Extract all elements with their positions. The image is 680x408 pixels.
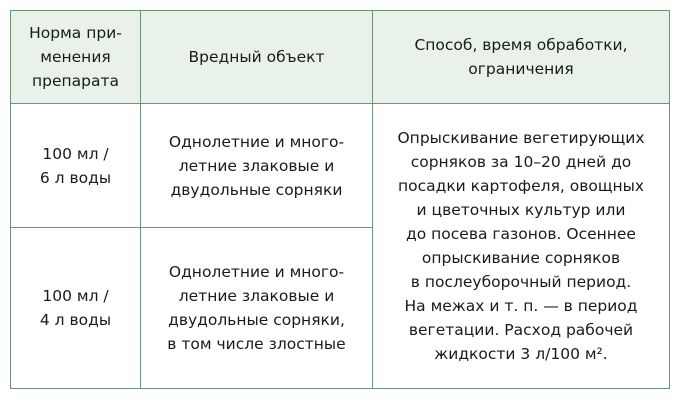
- header-pest: [141, 11, 373, 104]
- pest-line: двудольные сорняки: [170, 180, 343, 199]
- pest-line: двудольные сорняки,: [168, 311, 345, 329]
- method-line: Опрыскивание вегетирующих: [397, 129, 645, 147]
- method-line: и цветочных культур или: [416, 201, 626, 219]
- pest-line: Однолетние и много-: [168, 132, 345, 151]
- cell-rate: [11, 228, 141, 389]
- method-line: На межах и т. п. — в период: [404, 297, 638, 315]
- rate-line: 100 мл /: [42, 287, 109, 305]
- cell-method: [373, 104, 670, 389]
- header-pest-label: Вредный объект: [188, 48, 325, 66]
- rate-line: 100 мл /: [42, 144, 109, 163]
- cell-pest: [141, 228, 373, 389]
- header-method-line: ограничения: [468, 60, 574, 78]
- method-line: опрыскивание сорняков: [421, 249, 621, 267]
- pest-line: Однолетние и много-: [168, 263, 345, 281]
- rate-line: 4 л воды: [39, 311, 112, 329]
- header-rate-line: менения: [40, 48, 111, 66]
- rate-line: 6 л воды: [39, 168, 112, 187]
- cell-pest: [141, 104, 373, 228]
- header-application-rate: [11, 11, 141, 104]
- treatment-table-container: [10, 10, 669, 388]
- header-method-line: Способ, время обработки,: [414, 36, 628, 54]
- header-rate-line: препарата: [31, 72, 119, 90]
- method-line: до посева газонов. Осеннее: [406, 225, 636, 243]
- treatment-table: [10, 10, 670, 389]
- pest-line: летние злаковые и: [178, 156, 335, 175]
- method-line: сорняков за 10–20 дней до: [410, 153, 632, 171]
- method-line: жидкости 3 л/100 м².: [434, 345, 608, 363]
- pest-line: летние злаковые и: [178, 287, 335, 305]
- method-line: вегетации. Расход рабочей: [408, 321, 634, 339]
- table-header-row: [11, 11, 670, 104]
- cell-rate: [11, 104, 141, 228]
- header-method: [373, 11, 670, 104]
- method-line: посадки картофеля, овощных: [397, 177, 645, 195]
- pest-line: в том числе злостные: [167, 335, 346, 353]
- header-rate-line: Норма при-: [29, 24, 122, 42]
- table-row: [11, 104, 670, 228]
- method-line: в послеуборочный период.: [410, 273, 632, 291]
